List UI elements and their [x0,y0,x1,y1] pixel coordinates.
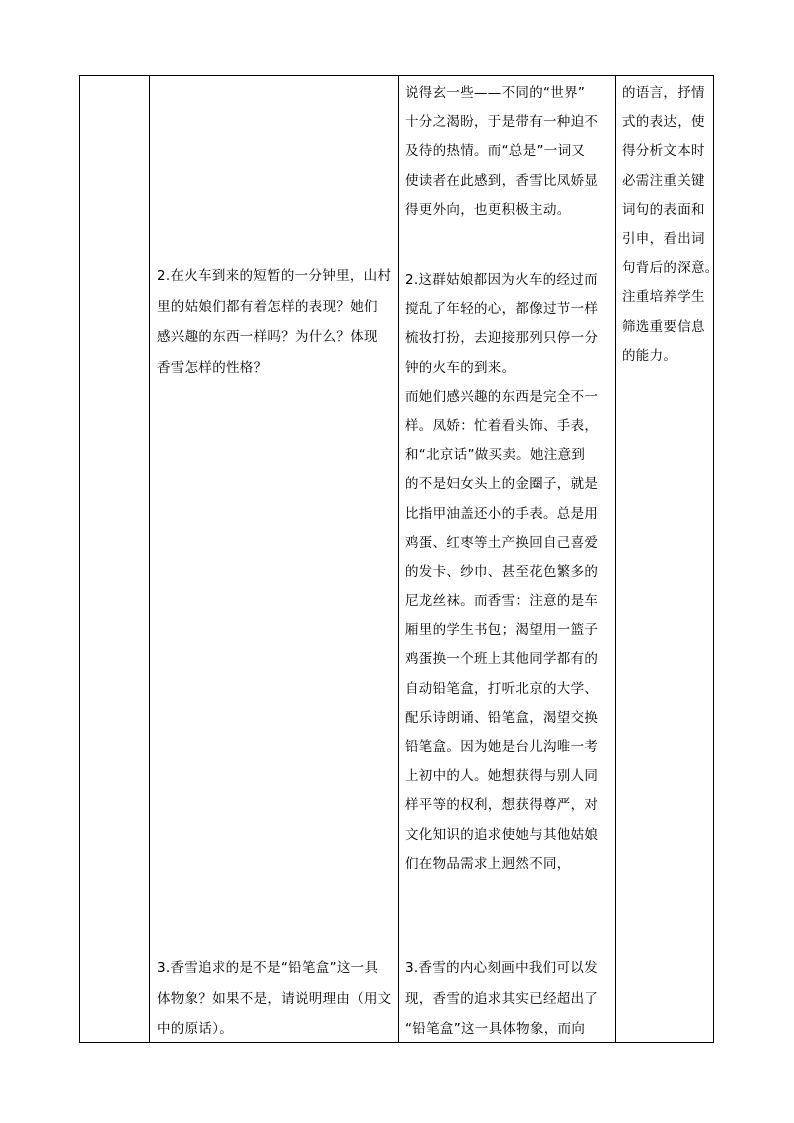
text-line: 体物象？如果不是，请说明理由（用文 [157,990,392,1007]
column-divider-1 [149,76,150,1042]
text-line: 3.香雪追求的是不是“铅笔盒”这一具 [157,960,379,976]
text-line: 使读者在此感到，香雪比凤娇显 [405,172,599,189]
text-line: 鸡蛋换一个班上其他同学都有的 [405,651,599,668]
text-line: 十分之渴盼，于是带有一种迫不 [405,114,599,131]
text-line: 钟的火车的到来。 [405,359,516,376]
text-line: 样。凤娇：忙着看头饰、手表， [405,417,599,434]
text-line: 感兴趣的东西一样吗？为什么？体现 [157,329,378,345]
question-2 [157,261,397,383]
text-line: 搅乱了年轻的心，都像过节一样 [405,301,599,318]
text-line: 铅笔盒。因为她是台儿沟唯一考 [405,739,599,755]
text-line: 厢里的学生书包；渴望用一篮子 [405,622,599,639]
text-line: 得更外向，也更积极主动。 [405,201,571,218]
text-line: 的语言，抒情 [622,85,705,101]
text-line: 配乐诗朗诵、铅笔盒，渴望交换 [405,709,599,726]
answer-block-2 [405,266,615,879]
text-line: 香雪怎样的性格？ [157,359,268,376]
text-line: 的不是妇女头上的金圈子，就是 [405,476,599,493]
lesson-table [79,75,719,1043]
text-line: 必需注重关键 [622,172,705,189]
text-line: 上初中的人。她想获得与别人同 [405,768,599,785]
text-line: 句背后的深意。 [622,260,719,277]
text-line: 注重培养学生 [622,289,705,306]
text-line: 自动铅笔盒，打听北京的大学、 [405,680,599,697]
text-line: 筛选重要信息 [622,318,705,335]
text-line: 说得玄一些——不同的“世界” [405,85,586,101]
text-line: 中的原话）。 [157,1021,234,1037]
text-line: 3.香雪的内心刻画中我们可以发 [405,960,598,976]
answer-block-1 [405,79,615,225]
text-line: 比指甲油盖还小的手表。总是用 [405,505,599,522]
text-line: 式的表达，使 [622,114,705,131]
text-line: 们在物品需求上迥然不同， [405,855,571,872]
text-line: 得分析文本时 [622,143,705,160]
text-line: 2.这群姑娘都因为火车的经过而 [405,272,598,288]
text-line: 词句的表面和 [622,201,705,218]
text-line: “铅笔盒”这一具体物象，而向 [405,1021,586,1037]
text-line: 和“北京话”做买卖。她注意到 [405,447,586,464]
text-line: 里的姑娘们都有着怎样的表现？她们 [157,298,378,315]
design-intent [622,79,719,371]
text-line: 2.在火车到来的短暂的一分钟里，山村 [157,268,392,284]
text-line: 鸡蛋、红枣等土产换回自己喜爱 [405,534,599,551]
text-line: 现，香雪的追求其实已经超出了 [405,990,599,1007]
column-divider-3 [615,76,616,1042]
text-line: 及待的热情。而“总是”一词又 [405,143,586,160]
text-line: 梳妆打扮，去迎接那列只停一分 [405,330,599,347]
text-line: 的能力。 [622,347,678,364]
text-line: 样平等的权利，想获得尊严，对 [405,797,599,814]
text-line: 的发卡、纱巾、甚至花色繁多的 [405,563,599,580]
question-3 [157,953,397,1045]
text-line: 引申，看出词 [622,230,705,247]
answer-block-3 [405,953,615,1045]
text-line: 而她们感兴趣的东西是完全不一 [405,388,599,405]
text-line: 文化知识的追求使她与其他姑娘 [405,826,599,843]
column-divider-2 [398,76,399,1042]
text-line: 尼龙丝袜。而香雪：注意的是车 [405,593,599,610]
